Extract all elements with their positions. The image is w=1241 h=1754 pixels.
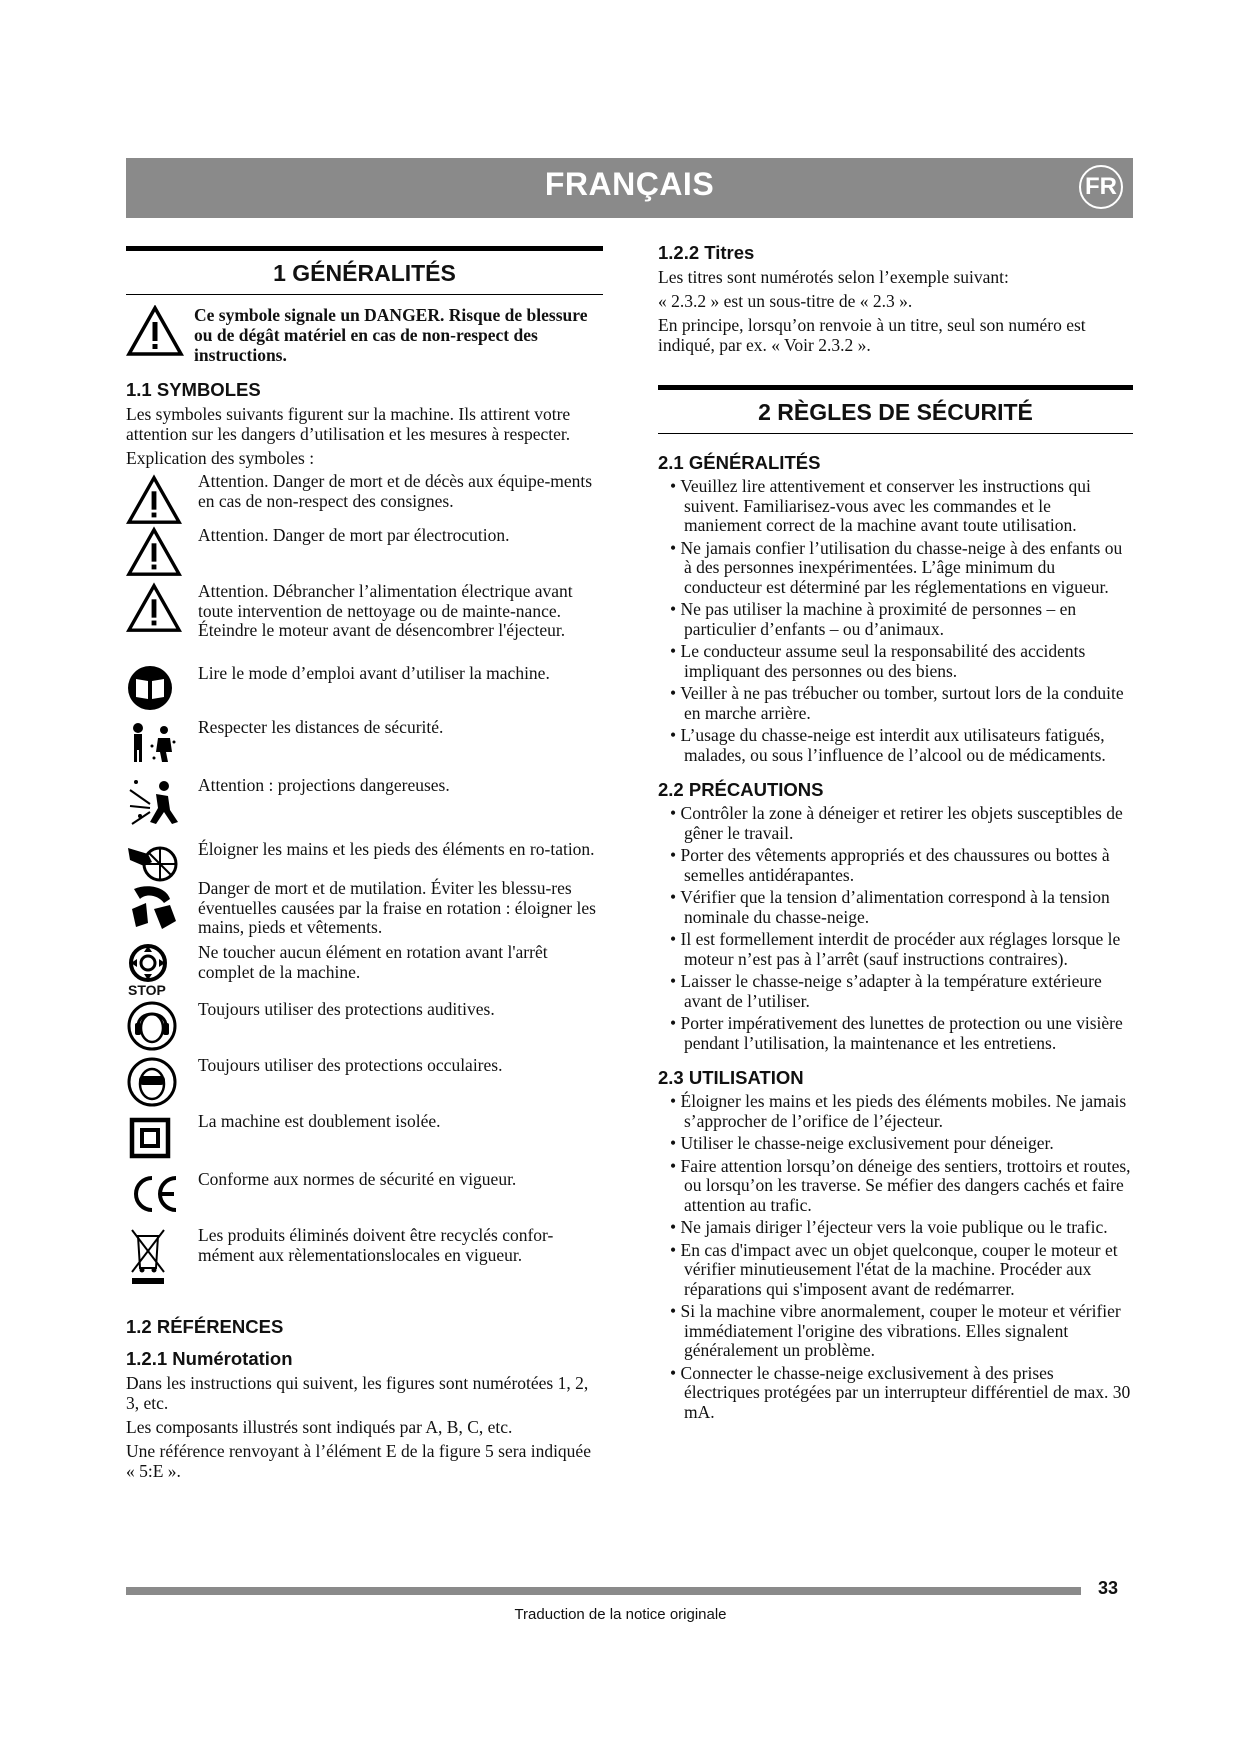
list-item: • Ne jamais confier l’utilisation du chasse-neige à des enfants ou à des personnes inexpérimentées. L’âge minimum du conducteur est déterminé par les réglementations en vigueur. (658, 539, 1133, 598)
symbol-description: Attention. Débrancher l’alimentation électrique avant toute intervention de nettoyage ou de mainte-nance. Éteindre le moteur avant de désencombrer l'éjecteur. (198, 581, 573, 640)
danger-note (126, 305, 603, 365)
warning-triangle-icon (126, 526, 198, 578)
symbol-row (126, 1170, 603, 1220)
paragraph: Les symboles suivants figurent sur la machine. Ils attirent votre attention sur les dangers d’utilisation et les mesures à respecter. (126, 404, 571, 444)
list-item: • En cas d'impact avec un objet quelconque, couper le moteur et vérifier minutieusement l'état de la machine. Procéder aux réparations qui s'imposent avant de redémarrer. (658, 1241, 1133, 1300)
footer-bar (126, 1587, 1081, 1595)
manual-book-icon (126, 664, 198, 712)
language-banner (126, 158, 1133, 218)
section-2-3-title: 2.3 UTILISATION (658, 1067, 804, 1088)
symbol-row (126, 840, 603, 879)
symbol-description: Conforme aux normes de sécurité en vigueur. (198, 1169, 517, 1189)
section-1-2-1-title: 1.2.1 Numérotation (126, 1348, 293, 1369)
paragraph: Explication des symboles : (126, 448, 315, 468)
paragraph: « 2.3.2 » est un sous-titre de « 2.3 ». (658, 291, 913, 311)
danger-note-text: Ce symbole signale un DANGER. Risque de blessure ou de dégât matériel en cas de non-respect des instructions. (194, 305, 588, 365)
symbol-row (126, 879, 603, 943)
list-item: • Vérifier que la tension d’alimentation correspond à la tension nominale du chasse-neige. (658, 888, 1133, 927)
list-item: • Connecter le chasse-neige exclusivement à des prises électriques protégées par un interrupteur différentiel de max. 30 mA. (658, 1364, 1133, 1423)
ce-mark-icon (126, 1170, 198, 1216)
list-item: • L’usage du chasse-neige est interdit aux utilisateurs fatigués, malades, ou sous l’influence de l’alcool ou de médicaments. (658, 726, 1133, 765)
paragraph: Les titres sont numérotés selon l’exemple suivant: (658, 267, 1009, 287)
list-item: • Veuillez lire attentivement et conserver les instructions qui suivent. Familiarisez-vous avec les commandes et le maniement correct de la machine avant toute utilisation. (658, 477, 1133, 536)
warning-triangle-icon (126, 305, 194, 362)
paragraph: Les composants illustrés sont indiqués par A, B, C, etc. (126, 1417, 513, 1437)
left-column (126, 246, 603, 1485)
weee-bin-icon (126, 1226, 198, 1286)
symbol-description: Ne toucher aucun élément en rotation avant l'arrêt complet de la machine. (198, 942, 548, 982)
list-item: • Le conducteur assume seul la responsabilité des accidents impliquant des personnes ou des biens. (658, 642, 1133, 681)
symbol-description: La machine est doublement isolée. (198, 1111, 441, 1131)
symbol-row (126, 526, 603, 582)
warning-triangle-icon (126, 582, 198, 634)
section-2-title: 2 RÈGLES DE SÉCURITÉ (658, 385, 1133, 434)
symbol-row (126, 943, 603, 1000)
list-item: • Utiliser le chasse-neige exclusivement pour déneiger. (658, 1134, 1133, 1154)
section-1-2-2-title: 1.2.2 Titres (658, 242, 755, 263)
projection-hazard-icon (126, 776, 198, 832)
list-item: • Porter des vêtements appropriés et des chaussures ou bottes à semelles antidérapantes. (658, 846, 1133, 885)
section-2-1-title: 2.1 GÉNÉRALITÉS (658, 452, 821, 473)
list-item: • Il est formellement interdit de procéder aux réglages lorsque le moteur n’est pas à l’arrêt (sauf instructions contraires). (658, 930, 1133, 969)
symbol-description: Éloigner les mains et les pieds des éléments en ro-tation. (198, 839, 595, 859)
paragraph: Dans les instructions qui suivent, les figures sont numérotées 1, 2, 3, etc. (126, 1373, 589, 1413)
list-item: • Contrôler la zone à déneiger et retirer les objets susceptibles de gêner le travail. (658, 804, 1133, 843)
symbol-description: Les produits éliminés doivent être recyclés confor-mément aux rèlementationslocales en vigueur. (198, 1225, 554, 1265)
symbol-row (126, 472, 603, 526)
footer-note: Traduction de la notice originale (514, 1606, 727, 1623)
language-badge: FR (1079, 165, 1123, 209)
symbol-row (126, 582, 603, 664)
symbol-description: Lire le mode d’emploi avant d’utiliser la machine. (198, 663, 550, 683)
banner-title: FRANÇAIS (544, 166, 715, 202)
list-item: • Laisser le chasse-neige s’adapter à la température extérieure avant de l’utiliser. (658, 972, 1133, 1011)
warning-triangle-icon (126, 472, 198, 526)
foot-auger-icon (126, 879, 198, 933)
list-item: • Faire attention lorsqu’on déneige des sentiers, trottoirs et routes, ou lorsqu’on les traverse. Se méfier des dangers cachés et faire attention au trafic. (658, 1157, 1133, 1216)
symbol-description: Attention. Danger de mort par électrocution. (198, 525, 510, 545)
paragraph: Une référence renvoyant à l’élément E de la figure 5 sera indiquée « 5:E ». (126, 1441, 591, 1481)
symbol-row (126, 1000, 603, 1056)
symbol-row (126, 718, 603, 776)
hand-rotor-icon (126, 840, 198, 884)
ear-protection-icon (126, 1000, 198, 1052)
list-item: • Si la machine vibre anormalement, couper le moteur et vérifier immédiatement l'origine des vibrations. Elles signalent généralement un problème. (658, 1302, 1133, 1361)
paragraph: En principe, lorsqu’on renvoie à un titre, seul son numéro est indiqué, par ex. « Voir 2.3.2 ». (658, 315, 1086, 355)
list-item: • Éloigner les mains et les pieds des éléments mobiles. Ne jamais s’approcher de l’orifice de l’éjecteur. (658, 1092, 1133, 1131)
symbol-row (126, 664, 603, 718)
symbol-description: Attention. Danger de mort et de décès aux équipe-ments en cas de non-respect des consignes. (198, 471, 593, 511)
symbol-description: Toujours utiliser des protections occulaires. (198, 1055, 503, 1075)
list-item: • Ne pas utiliser la machine à proximité de personnes – en particulier d’enfants – ou d’animaux. (658, 600, 1133, 639)
right-column (658, 242, 1133, 1425)
section-1-title: 1 GÉNÉRALITÉS (126, 246, 603, 295)
section-2-2-title: 2.2 PRÉCAUTIONS (658, 779, 824, 800)
list-item: • Porter impérativement des lunettes de protection ou une visière pendant l’utilisation, la maintenance et les entretiens. (658, 1014, 1133, 1053)
list-2-3 (658, 1092, 1133, 1422)
stop-rotation-icon (126, 943, 198, 997)
list-2-2 (658, 804, 1133, 1053)
symbol-description: Respecter les distances de sécurité. (198, 717, 444, 737)
list-item: • Ne jamais diriger l’éjecteur vers la voie publique ou le trafic. (658, 1218, 1133, 1238)
page-number: 33 (1098, 1578, 1119, 1598)
eye-protection-icon (126, 1056, 198, 1108)
symbol-description: Attention : projections dangereuses. (198, 775, 450, 795)
safety-distance-icon (126, 718, 198, 766)
list-item: • Veiller à ne pas trébucher ou tomber, surtout lors de la conduite en marche arrière. (658, 684, 1133, 723)
symbol-row (126, 1056, 603, 1112)
stop-label: STOP (128, 982, 166, 998)
section-1-2-title: 1.2 RÉFÉRENCES (126, 1316, 284, 1337)
symbol-description: Toujours utiliser des protections auditives. (198, 999, 495, 1019)
list-2-1 (658, 477, 1133, 765)
symbol-row (126, 1112, 603, 1170)
symbol-description: Danger de mort et de mutilation. Éviter les blessu-res éventuelles causées par la fraise en rotation : éloigner les mains, pieds et vêtements. (198, 878, 596, 937)
section-1-1-title: 1.1 SYMBOLES (126, 379, 261, 400)
symbol-row (126, 1220, 603, 1302)
symbol-row (126, 776, 603, 840)
double-insulation-icon (126, 1112, 198, 1162)
